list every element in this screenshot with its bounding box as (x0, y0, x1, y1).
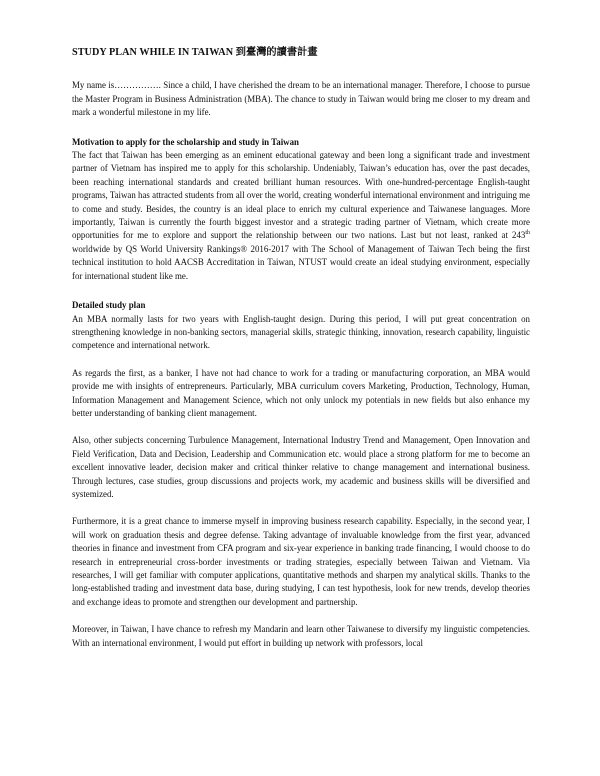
motivation-text-part2: worldwide by QS World University Rankings® 2016-2017 with The School of Management of Taiwan Tech being the first technical institution to hold AACSB Accreditation in Taiwan, NTUST would create an ideal studying environment, especially for international student like me. (72, 243, 530, 281)
study-plan-paragraph-3: Also, other subjects concerning Turbulence Management, International Industry Trend and Management, Open Innovation and Field Verification, Data and Decision, Leadership and Communication etc. would place a strong platform for me to become an excellent innovative leader, decision maker and critical thinker relative to change management and international business. Through lectures, case studies, group discussions and projects work, my academic and business skills will be diversified and systemized. (72, 435, 530, 499)
motivation-text-part1: The fact that Taiwan has been emerging as an eminent educational gateway and been long a significant trade and investment partner of Vietnam has inspired me to apply for this scholarship. Undeniably, Taiwan’s education has, over the past decades, been reaching international standards and created brilliant human resources. With one-hundred-percentage English-taught programs, Taiwan has attracted students from all over the world, creating wonderful international environment and intriguing me to come and study. Besides, the country is an ideal place to enrich my cultural experience and Taiwanese languages. More importantly, Taiwan is currently the fourth biggest investor and a strategic trading partner of Vietnam, which create more opportunities for me to explore and support the relationship between our two nations. Last but not least, ranked at 243 (72, 150, 530, 241)
document-page (72, 46, 530, 664)
ordinal-superscript: th (525, 230, 530, 237)
section-heading-motivation: Motivation to apply for the scholarship and study in Taiwan (72, 136, 299, 147)
section-heading-study-plan: Detailed study plan (72, 300, 146, 311)
study-plan-paragraph-4: Furthermore, it is a great chance to immerse myself in improving business research capability. Especially, in the second year, I will work on graduation thesis and degree defense. Taking advantage of invaluable knowledge from the first year, advanced theories in finance and investment from CFA program and six-year experience in banking trade financing, I would choose to do research in entrepreneurial cross-border investments or trading strategies, especially between Taiwan and Vietnam. Via researches, I will get familiar with computer applications, quantitative methods and sharpen my analytical skills. Thanks to the long-established trading and investment data base, during studying, I can test hypothesis, look for new trends, develop theories and exchange ideas to promote and strengthen our development and partnership. (72, 516, 530, 607)
study-plan-paragraph-5: Moreover, in Taiwan, I have chance to refresh my Mandarin and learn other Taiwanese to diversify my linguistic competencies. With an international environment, I would put effort in building up network with professors, local (72, 624, 530, 648)
intro-paragraph: My name is……………. Since a child, I have cherished the dream to be an international manager. Therefore, I choose to pursue the Master Program in Business Administration (MBA). The chance to study in Taiwan would bring me closer to my dream and mark a wonderful milestone in my life. (72, 80, 530, 118)
document-title: STUDY PLAN WHILE IN TAIWAN 到臺灣的讀書計畫 (72, 47, 318, 58)
study-plan-paragraph-2: As regards the first, as a banker, I have not had chance to work for a trading or manufacturing corporation, an MBA would provide me with insights of entrepreneurs. Particularly, MBA curriculum covers Marketing, Production, Technology, Human, Information Management and Management Science, which not only unlock my potentials in new fields but also enhance my better understanding of banking client management. (72, 367, 530, 418)
study-plan-paragraph-1: An MBA normally lasts for two years with English-taught design. During this period, I will put great concentration on strengthening knowledge in non-banking sectors, managerial skills, strategic thinking, innovation, research capability, linguistic competence and international network. (72, 313, 530, 351)
motivation-paragraph (72, 149, 530, 283)
